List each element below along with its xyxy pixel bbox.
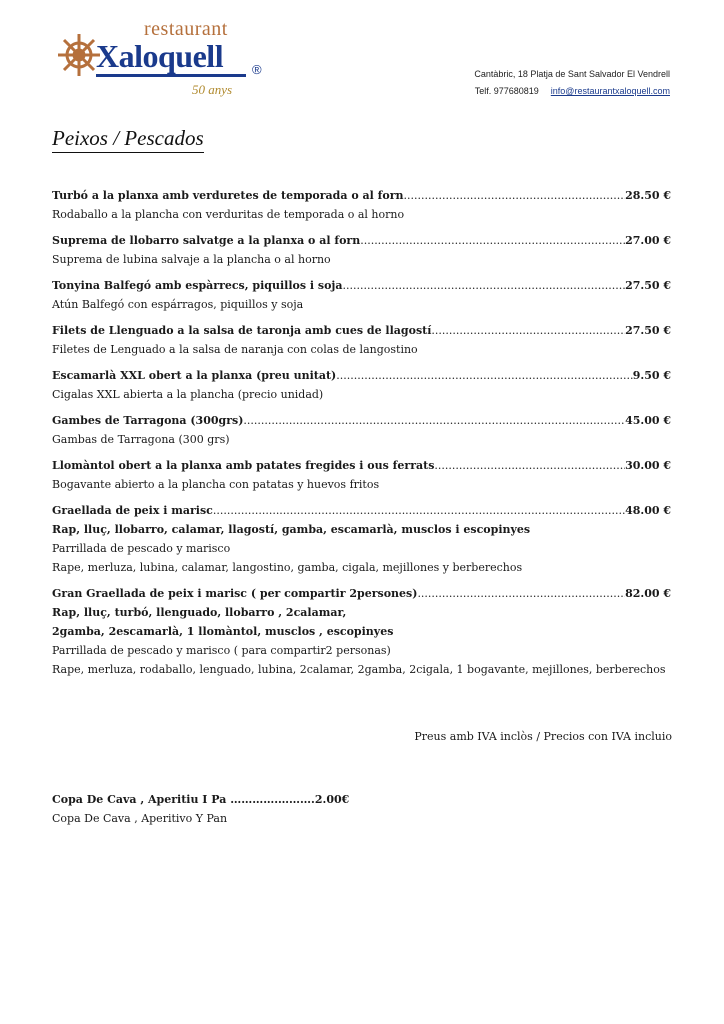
email-link[interactable]: info@restaurantxaloquell.com bbox=[550, 86, 670, 96]
menu-item bbox=[52, 411, 671, 449]
menu-item bbox=[52, 186, 671, 224]
menu-list bbox=[52, 186, 671, 686]
leader-dots bbox=[343, 276, 626, 295]
menu-item-name: Tonyina Balfegó amb espàrrecs, piquillos i soja bbox=[52, 279, 343, 292]
menu-item-translation: Cigalas XXL abierta a la plancha (precio unidad) bbox=[52, 388, 324, 401]
menu-item-title-line bbox=[52, 276, 671, 295]
menu-item-price: 30.00 € bbox=[625, 459, 671, 472]
menu-item-contents: Rap, lluç, llobarro, calamar, llagostí, gamba, escamarlà, musclos i escopinyes bbox=[52, 523, 531, 536]
menu-item-title-line bbox=[52, 321, 671, 340]
menu-item-title-line bbox=[52, 584, 671, 603]
menu-item-price: 28.50 € bbox=[625, 189, 671, 202]
logo-underline bbox=[96, 74, 246, 77]
menu-item-translation: Parrillada de pescado y marisco ( para compartir2 personas) bbox=[52, 644, 391, 657]
menu-item bbox=[52, 584, 671, 679]
cava-item bbox=[52, 790, 372, 828]
cava-title-line bbox=[52, 790, 372, 809]
menu-item-title-line bbox=[52, 366, 671, 385]
menu-item-name: Suprema de llobarro salvatge a la planxa o al forn bbox=[52, 234, 361, 247]
address: Cantàbric, 18 Platja de Sant Salvador El Vendrell bbox=[474, 69, 670, 79]
menu-item-price: 45.00 € bbox=[625, 414, 671, 427]
menu-item-title-line bbox=[52, 231, 671, 250]
contact-info bbox=[474, 66, 670, 100]
restaurant-logo bbox=[56, 18, 276, 98]
menu-item-title-line bbox=[52, 456, 671, 475]
menu-item-name: Filets de Llenguado a la salsa de taronja amb cues de llagostí bbox=[52, 324, 432, 337]
menu-item-price: 82.00 € bbox=[625, 587, 671, 600]
iva-note: Preus amb IVA inclòs / Precios con IVA incluio bbox=[414, 730, 672, 743]
menu-item bbox=[52, 501, 671, 577]
menu-item bbox=[52, 456, 671, 494]
menu-item-translation: Atún Balfegó con espárragos, piquillos y soja bbox=[52, 298, 304, 311]
menu-item-title-line bbox=[52, 186, 671, 205]
menu-item-translation: Rape, merluza, rodaballo, lenguado, lubina, 2calamar, 2gamba, 2cigala, 1 bogavante, mejillones, berberechos bbox=[52, 663, 666, 676]
cava-description: Copa De Cava , Aperitivo Y Pan bbox=[52, 812, 228, 825]
menu-item-name: Graellada de peix i marisc bbox=[52, 504, 213, 517]
menu-item-price: 27.00 € bbox=[625, 234, 671, 247]
cava-name: Copa De Cava , Aperitiu I Pa bbox=[52, 793, 227, 806]
menu-item-translation: Suprema de lubina salvaje a la plancha o al horno bbox=[52, 253, 331, 266]
menu-item-name: Gambes de Tarragona (300grs) bbox=[52, 414, 244, 427]
leader-dots bbox=[417, 584, 625, 603]
leader-dots bbox=[434, 456, 625, 475]
menu-item bbox=[52, 231, 671, 269]
leader-dots bbox=[404, 186, 626, 205]
leader-dots bbox=[243, 411, 625, 430]
menu-item-price: 27.50 € bbox=[625, 324, 671, 337]
leader-dots bbox=[336, 366, 632, 385]
menu-item-translation: Filetes de Lenguado a la salsa de naranja con colas de langostino bbox=[52, 343, 418, 356]
leader-dots bbox=[360, 231, 625, 250]
menu-item-contents: Rap, lluç, turbó, llenguado, llobarro , 2calamar, bbox=[52, 606, 347, 619]
menu-item bbox=[52, 276, 671, 314]
menu-item-translation: Parrillada de pescado y marisco bbox=[52, 542, 231, 555]
leader-dots bbox=[213, 501, 625, 520]
menu-item-translation: Bogavante abierto a la plancha con patatas y huevos fritos bbox=[52, 478, 380, 491]
menu-item-translation: Rape, merluza, lubina, calamar, langostino, gamba, cigala, mejillones y berberechos bbox=[52, 561, 523, 574]
leader-dots bbox=[431, 321, 625, 340]
menu-item-translation: Gambas de Tarragona (300 grs) bbox=[52, 433, 230, 446]
menu-item-price: 9.50 € bbox=[632, 369, 671, 382]
registered-mark: ® bbox=[252, 62, 262, 77]
logo-years: 50 anys bbox=[192, 82, 233, 97]
phone: Telf. 977680819 bbox=[474, 86, 539, 96]
menu-item-price: 48.00 € bbox=[625, 504, 671, 517]
cava-price: 2.00€ bbox=[314, 793, 350, 806]
menu-item-translation: Rodaballo a la plancha con verduritas de temporada o al horno bbox=[52, 208, 405, 221]
logo-restaurant-text: restaurant bbox=[144, 18, 228, 40]
menu-item-name: Gran Graellada de peix i marisc ( per compartir 2persones) bbox=[52, 587, 418, 600]
page-title: Peixos / Pescados bbox=[52, 126, 204, 153]
menu-item bbox=[52, 366, 671, 404]
menu-item-price: 27.50 € bbox=[625, 279, 671, 292]
menu-item-name: Turbó a la planxa amb verduretes de temporada o al forn bbox=[52, 189, 404, 202]
menu-item bbox=[52, 321, 671, 359]
cava-dots: ………….………. bbox=[230, 793, 315, 806]
menu-item-title-line bbox=[52, 411, 671, 430]
menu-item-contents: 2gamba, 2escamarlà, 1 llomàntol, musclos , escopinyes bbox=[52, 625, 394, 638]
logo-brand-text: Xaloquell bbox=[96, 38, 224, 74]
menu-item-name: Llomàntol obert a la planxa amb patates fregides i ous ferrats bbox=[52, 459, 435, 472]
menu-item-title-line bbox=[52, 501, 671, 520]
menu-item-name: Escamarlà XXL obert a la planxa (preu unitat) bbox=[52, 369, 337, 382]
